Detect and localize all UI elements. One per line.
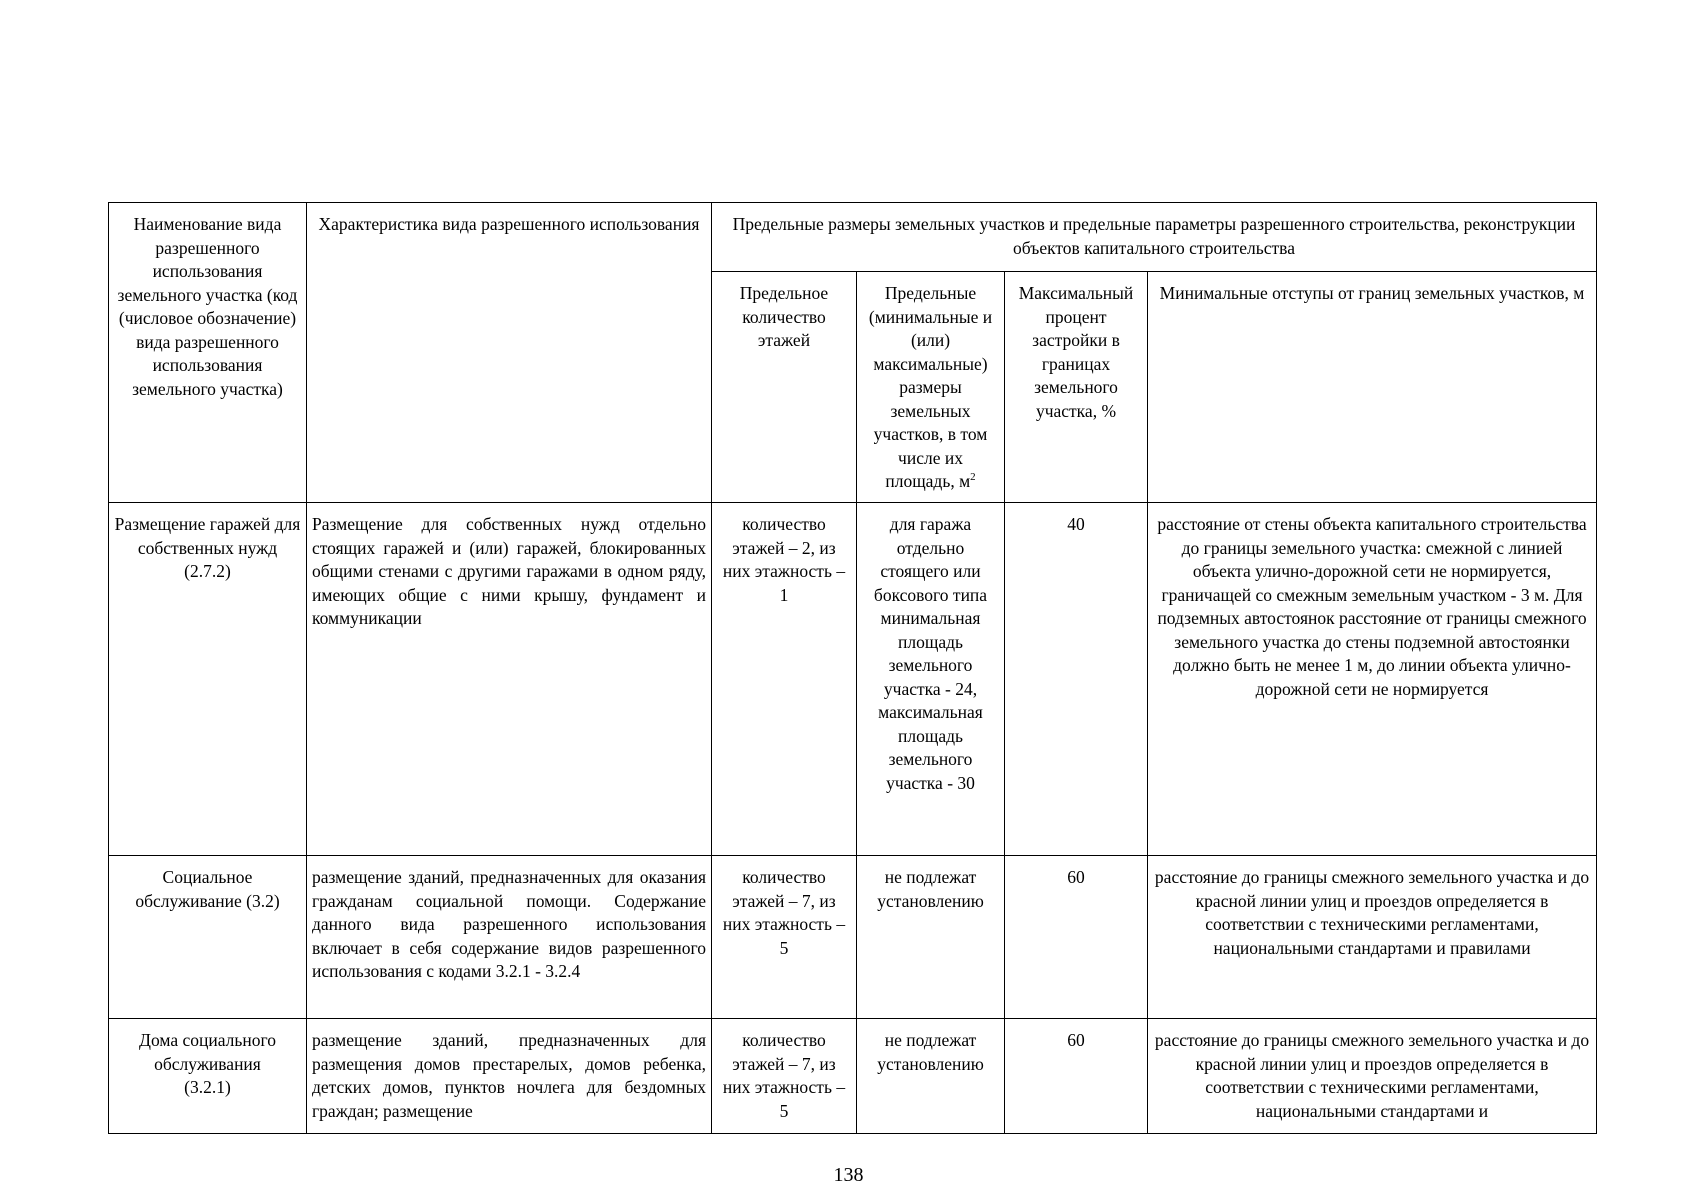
header-plot-sizes-sup: 2 xyxy=(970,471,976,484)
build-percent-value: 40 xyxy=(1005,503,1148,856)
use-name: Социальное обслуживание (3.2) xyxy=(135,867,280,911)
floors-value: количество этажей – 2, из них этажность – 1 xyxy=(712,503,857,856)
use-name-cell xyxy=(109,503,307,856)
use-code: (3.2.1) xyxy=(184,1077,231,1097)
use-name-cell xyxy=(109,1019,307,1134)
setbacks-value: расстояние до границы смежного земельного участка и до красной линии улиц и проездов определяется в соответствии с техническими регламентами, национальными стандартами и xyxy=(1154,1030,1590,1121)
header-setbacks: Минимальные отступы от границ земельных участков, м xyxy=(1148,272,1597,503)
header-plot-sizes-text: Предельные (минимальные и (или) максимальные) размеры земельных участков, в том числе их площадь, м xyxy=(868,283,993,491)
use-name: Размещение гаражей для собственных нужд xyxy=(114,514,301,558)
header-plot-sizes xyxy=(857,272,1005,503)
header-use-name: Наименование вида разрешенного использования земельного участка (код (числовое обозначение) вида разрешенного использования земельного участка) xyxy=(109,203,307,503)
table-row xyxy=(109,1019,1597,1134)
use-code: (2.7.2) xyxy=(184,561,231,581)
header-build-percent: Максимальный процент застройки в границах земельного участка, % xyxy=(1005,272,1148,503)
use-description: размещение зданий, предназначенных для размещения домов престарелых, домов ребенка, детских домов, пунктов ночлега для бездомных граждан; размещение xyxy=(312,1030,706,1121)
build-percent-value: 60 xyxy=(1005,1019,1148,1134)
plot-size-value: для гаража отдельно стоящего или боксового типа минимальная площадь земельного участка - 24, максимальная площадь земельного участка - 30 xyxy=(857,503,1005,856)
use-name: Дома социального обслуживания xyxy=(139,1030,276,1074)
use-description: Размещение для собственных нужд отдельно стоящих гаражей и (или) гаражей, блокированных общими стенами с другими гаражами в одном ряду, имеющих общие с ними крышу, фундамент и коммуникации xyxy=(307,503,712,856)
page-number: 138 xyxy=(833,1164,864,1186)
regulation-table xyxy=(108,202,1597,1134)
setbacks-value: расстояние от стены объекта капитального строительства до границы земельного участка: смежной с линией объекта улично-дорожной сети не нормируется, граничащей со смежным земельным участком - 3 м. Для подземных автостоянок расстояние от границы смежного земельного участка до стены подземной автостоянки должно быть не менее 1 м, до линии объекта улично-дорожной сети не нормируется xyxy=(1148,503,1597,856)
table-row xyxy=(109,856,1597,1019)
use-name-cell xyxy=(109,856,307,1019)
header-floors: Предельное количество этажей xyxy=(712,272,857,503)
floors-value: количество этажей – 7, из них этажность – 5 xyxy=(712,1019,857,1134)
header-row-1 xyxy=(109,203,1597,272)
setbacks-value: расстояние до границы смежного земельного участка и до красной линии улиц и проездов определяется в соответствии с техническими регламентами, национальными стандартами и правилами xyxy=(1148,856,1597,1019)
build-percent-value: 60 xyxy=(1005,856,1148,1019)
plot-size-value: не подлежат установлению xyxy=(857,856,1005,1019)
floors-value: количество этажей – 7, из них этажность – 5 xyxy=(712,856,857,1019)
use-description: размещение зданий, предназначенных для оказания гражданам социальной помощи. Содержание данного вида разрешенного использования включает в себя содержание видов разрешенного использования с кодами 3.2.1 - 3.2.4 xyxy=(307,856,712,1019)
header-limits-group: Предельные размеры земельных участков и предельные параметры разрешенного строительства, реконструкции объектов капитального строительства xyxy=(712,203,1597,272)
use-description-cell xyxy=(307,1019,712,1134)
setbacks-cell xyxy=(1148,1019,1597,1134)
table-row xyxy=(109,503,1597,856)
plot-size-value: не подлежат установлению xyxy=(857,1019,1005,1134)
header-use-description: Характеристика вида разрешенного использования xyxy=(307,203,712,503)
